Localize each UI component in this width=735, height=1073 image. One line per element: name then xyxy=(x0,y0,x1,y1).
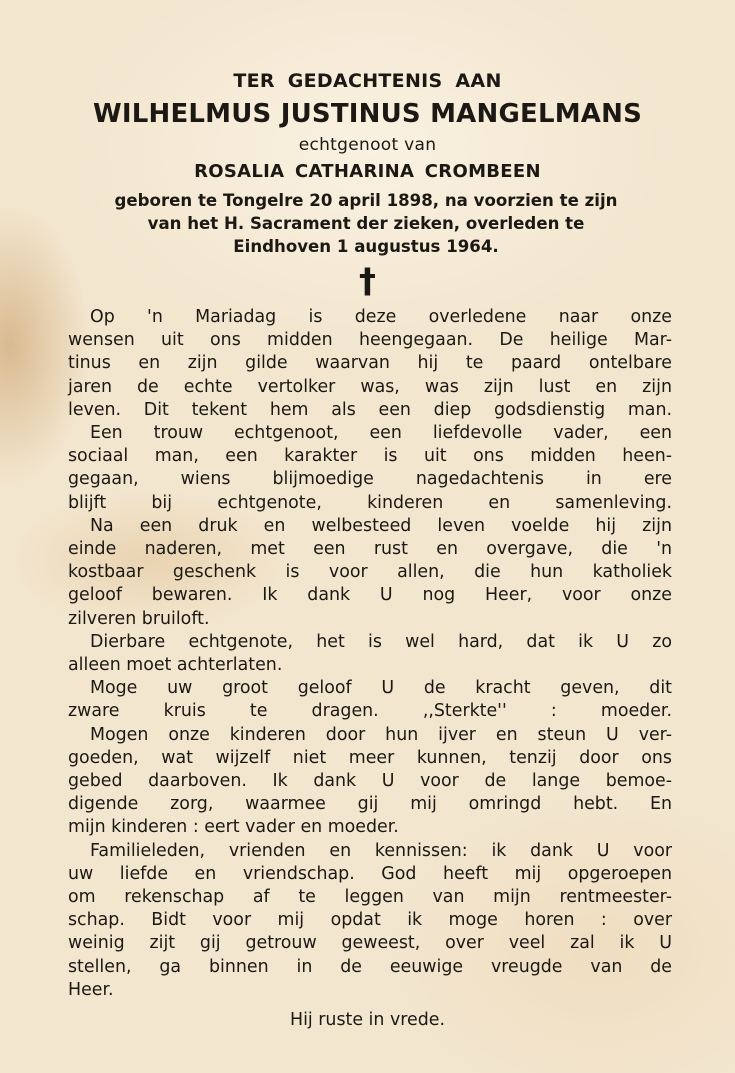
text-line: Familieleden, vrienden en kennissen: ik dank U voor xyxy=(90,840,672,861)
spouse-name: ROSALIA CATHARINA CROMBEEN xyxy=(194,161,541,182)
text-line: stellen, ga binnen in de eeuwige vreugde van de xyxy=(68,956,672,977)
text-line: kostbaar geschenk is voor allen, die hun katholiek xyxy=(68,562,672,583)
birth-line: van het H. Sacrament der zieken, overleden te xyxy=(147,214,585,233)
memorial-text xyxy=(68,306,672,1002)
text-line: alleen moet achterlaten. xyxy=(68,655,283,676)
text-line: einde naderen, met een rust en overgave, die 'n xyxy=(68,539,672,560)
text-line: Dierbare echtgenote, het is wel hard, dat ik U zo xyxy=(90,631,672,652)
birth-death-details xyxy=(60,189,672,258)
text-line: gegaan, wiens blijmoedige nagedachtenis in ere xyxy=(68,469,672,490)
text-line: zware kruis te dragen. ,,Sterkte'' : moeder. xyxy=(68,701,672,722)
cross-icon: † xyxy=(359,261,376,301)
text-line: Op 'n Mariadag is deze overledene naar onze xyxy=(90,307,672,327)
text-line: tinus en zijn gilde waarvan hij te paard ontelbare xyxy=(68,353,672,374)
text-line: schap. Bidt voor mij opdat ik moge horen : over xyxy=(68,910,672,931)
text-line: jaren de echte vertolker was, was zijn lust en zijn xyxy=(68,376,672,397)
text-line: Een trouw echtgenoot, een liefdevolle vader, een xyxy=(90,423,672,444)
closing-blessing: Hij ruste in vrede. xyxy=(290,1010,445,1030)
text-line: gebed daarboven. Ik dank U voor de lange bemoe- xyxy=(68,771,672,792)
text-line: weinig zijt gij getrouw geweest, over veel zal ik U xyxy=(68,933,672,954)
relation-text: echtgenoot van xyxy=(298,135,437,155)
text-line: sociaal man, een karakter is uit ons midden heen- xyxy=(68,446,672,467)
text-line: geloof bewaren. Ik dank U nog Heer, voor onze xyxy=(68,585,672,606)
text-line: Mogen onze kinderen door hun ijver en steun U ver- xyxy=(90,724,672,745)
text-line: zilveren bruiloft. xyxy=(68,608,210,629)
text-line: Heer. xyxy=(68,979,114,1000)
dedication-heading: TER GEDACHTENIS AAN xyxy=(233,70,502,92)
text-line: uw liefde en vriendschap. God heeft mij opgeroepen xyxy=(68,863,672,884)
text-line: goeden, wat wijzelf niet meer kunnen, tenzij door ons xyxy=(68,747,672,768)
deceased-name: WILHELMUS JUSTINUS MANGELMANS xyxy=(92,99,643,129)
text-line: mijn kinderen : eert vader en moeder. xyxy=(68,817,399,838)
text-line: om rekenschap af te leggen van mijn rentmeester- xyxy=(68,887,672,908)
text-line: Moge uw groot geloof U de kracht geven, dit xyxy=(90,678,672,699)
text-line: leven. Dit tekent hem als een diep godsdienstig man. xyxy=(68,399,672,420)
birth-line: Eindhoven 1 augustus 1964. xyxy=(233,237,499,256)
text-line: digende zorg, waarmee gij mij omringd hebt. En xyxy=(68,794,672,815)
text-line: blijft bij echtgenote, kinderen en samenleving. xyxy=(68,492,672,513)
text-line: wensen uit ons midden heengegaan. De heilige Mar- xyxy=(68,330,672,351)
text-line: Na een druk en welbesteed leven voelde hij zijn xyxy=(90,515,672,536)
birth-line: geboren te Tongelre 20 april 1898, na voorzien te zijn xyxy=(114,191,618,210)
